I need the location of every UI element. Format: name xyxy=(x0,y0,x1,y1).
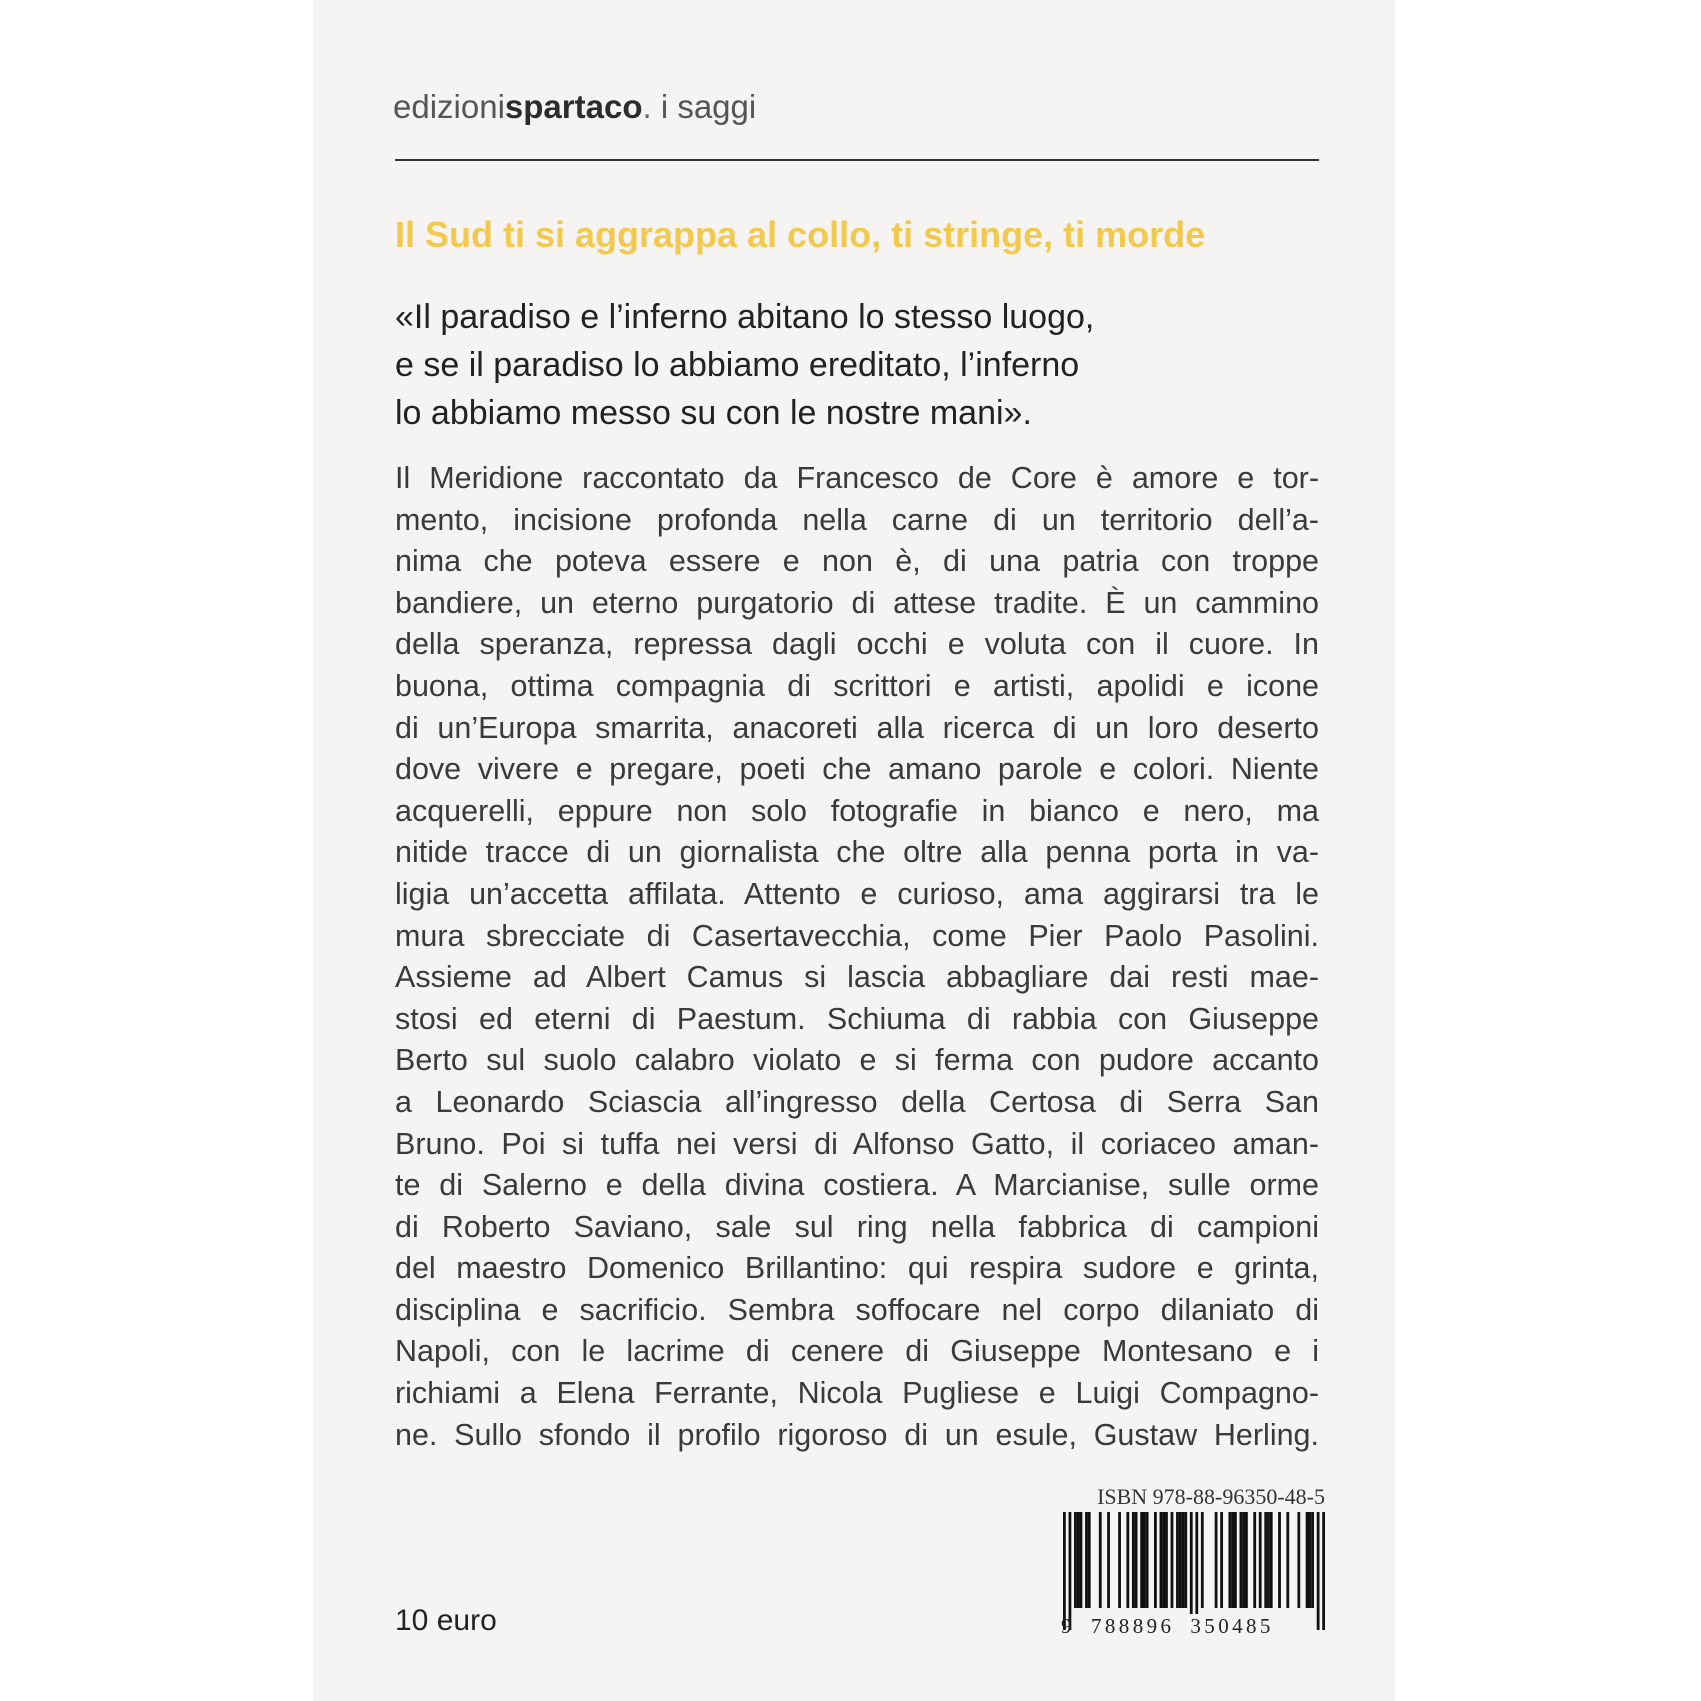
price: 10 euro xyxy=(395,1604,497,1637)
barcode-bar xyxy=(1311,1512,1314,1608)
blurb-line: richiami a Elena Ferrante, Nicola Pugliese e Luigi Compagno- xyxy=(395,1376,1319,1411)
blurb-line: nitide tracce di un giornalista che oltre alla penna porta in va- xyxy=(395,835,1319,870)
barcode-bar xyxy=(1242,1512,1245,1608)
barcode-bar xyxy=(1190,1512,1193,1630)
blurb-line: mento, incisione profonda nella carne di un territorio dell’a- xyxy=(395,502,1319,537)
quote-line: e se il paradiso lo abbiamo ereditato, l’inferno xyxy=(395,346,1080,384)
blurb-line: disciplina e sacrificio. Sembra soffocare nel corpo dilaniato di xyxy=(395,1292,1319,1327)
barcode-bar xyxy=(1306,1512,1309,1608)
blurb-line: ne. Sullo sfondo il profilo rigoroso di un esule, Gustaw Herling. xyxy=(395,1417,1319,1452)
pull-quote xyxy=(395,293,1094,437)
barcode-bar xyxy=(1195,1512,1198,1630)
barcode-first-digit: 9 xyxy=(1061,1614,1072,1638)
barcode-bar xyxy=(1165,1512,1168,1608)
barcode-bar xyxy=(1160,1512,1163,1608)
isbn-label: ISBN 978-88-96350-48-5 xyxy=(1097,1484,1325,1509)
barcode-bar xyxy=(1171,1512,1174,1608)
barcode-bar xyxy=(1240,1512,1243,1608)
blurb-line: Assieme ad Albert Camus si lascia abbagliare dai resti mae- xyxy=(395,960,1319,995)
barcode-bar xyxy=(1118,1512,1121,1608)
barcode-bar xyxy=(1317,1512,1320,1630)
barcode-bar xyxy=(1220,1512,1223,1608)
barcode-bar xyxy=(1126,1512,1129,1608)
barcode-bar xyxy=(1146,1512,1149,1608)
barcode-bar xyxy=(1176,1512,1179,1608)
barcode-image xyxy=(1063,1512,1325,1630)
series-header xyxy=(393,88,756,126)
barcode-digit-group-right: 350485 xyxy=(1190,1614,1274,1638)
barcode-bar xyxy=(1253,1512,1256,1608)
blurb-line: del maestro Domenico Brillantino: qui respira sudore e grinta, xyxy=(395,1251,1319,1286)
barcode-bar xyxy=(1231,1512,1234,1608)
barcode-bar xyxy=(1132,1512,1135,1608)
barcode-bar xyxy=(1099,1512,1102,1608)
blurb-line: acquerelli, eppure non solo fotografie in bianco e nero, ma xyxy=(395,793,1319,828)
barcode-bar xyxy=(1107,1512,1110,1608)
quote-line: «Il paradiso e l’inferno abitano lo stesso luogo, xyxy=(395,298,1095,336)
barcode-bar xyxy=(1143,1512,1146,1608)
blurb-line: mura sbrecciate di Casertavecchia, come Pier Paolo Pasolini. xyxy=(395,918,1319,953)
barcode-bar xyxy=(1267,1512,1270,1608)
quote-line: lo abbiamo messo su con le nostre mani». xyxy=(395,394,1032,432)
barcode-digits xyxy=(1061,1614,1325,1639)
barcode-bar xyxy=(1179,1512,1182,1608)
collection-name: i saggi xyxy=(660,88,757,125)
barcode-bar xyxy=(1135,1512,1138,1608)
blurb-line: della speranza, repressa dagli occhi e voluta con il cuore. In xyxy=(395,627,1319,662)
blurb-line: di Roberto Saviano, sale sul ring nella fabbrica di campioni xyxy=(395,1209,1319,1244)
blurb-line: stosi ed eterni di Paestum. Schiuma di rabbia con Giuseppe xyxy=(395,1001,1319,1036)
barcode-bar xyxy=(1088,1512,1091,1608)
blurb-line: nima che poteva essere e non è, di una patria con troppe xyxy=(395,544,1319,579)
publisher-prefix: edizioni xyxy=(393,88,505,125)
barcode-bar xyxy=(1074,1512,1077,1608)
blurb-line: Napoli, con le lacrime di cenere di Giuseppe Montesano e i xyxy=(395,1334,1319,1369)
blurb-line: buona, ottima compagnia di scrittori e artisti, apolidi e icone xyxy=(395,668,1319,703)
barcode-bar xyxy=(1063,1512,1066,1630)
barcode-bar xyxy=(1297,1512,1300,1608)
publisher-brand: spartaco xyxy=(504,88,643,125)
barcode-bar xyxy=(1069,1512,1072,1630)
header-rule xyxy=(395,159,1319,161)
barcode-bar xyxy=(1085,1512,1088,1608)
barcode-bar xyxy=(1259,1512,1262,1608)
blurb-line: Il Meridione raccontato da Francesco de Core è amore e tor- xyxy=(395,461,1319,495)
book-back-cover xyxy=(313,0,1395,1701)
barcode-bar xyxy=(1154,1512,1157,1608)
blurb-line: Bruno. Poi si tuffa nei versi di Alfonso Gatto, il coriaceo aman- xyxy=(395,1126,1319,1161)
blurb-line: di un’Europa smarrita, anacoreti alla ricerca di un loro deserto xyxy=(395,710,1319,745)
barcode-digit-group-left: 788896 xyxy=(1091,1614,1175,1638)
barcode-bar xyxy=(1184,1512,1187,1608)
series-separator: . xyxy=(642,88,652,125)
blurb-line: dove vivere e pregare, poeti che amano parole e colori. Niente xyxy=(395,752,1319,787)
barcode-bar xyxy=(1264,1512,1267,1608)
blurb-line: Berto sul suolo calabro violato e si ferma con pudore accanto xyxy=(395,1043,1319,1078)
barcode-bar xyxy=(1322,1512,1325,1630)
barcode-bar xyxy=(1182,1512,1185,1608)
barcode-bar xyxy=(1077,1512,1080,1608)
barcode-bar xyxy=(1308,1512,1311,1608)
barcode-bar xyxy=(1286,1512,1289,1608)
blurb-line: a Leonardo Sciascia all’ingresso della Certosa di Serra San xyxy=(395,1084,1319,1119)
barcode-bar xyxy=(1228,1512,1231,1608)
blurb-line: ligia un’accetta affilata. Attento e curioso, ama aggirarsi tra le xyxy=(395,876,1319,911)
barcode-bar xyxy=(1140,1512,1143,1608)
barcode-bar xyxy=(1234,1512,1237,1608)
barcode-bar xyxy=(1201,1512,1204,1608)
barcode-bar xyxy=(1162,1512,1165,1608)
barcode-bar xyxy=(1245,1512,1248,1608)
blurb-text xyxy=(395,458,1319,1456)
blurb-line: bandiere, un eterno purgatorio di attese tradite. È un cammino xyxy=(395,585,1319,620)
barcode-bar xyxy=(1270,1512,1273,1608)
barcode-bar xyxy=(1278,1512,1281,1608)
tagline: Il Sud ti si aggrappa al collo, ti stringe, ti morde xyxy=(395,214,1206,255)
barcode-bar xyxy=(1215,1512,1218,1608)
blurb-line: te di Salerno e della divina costiera. A Marcianise, sulle orme xyxy=(395,1168,1319,1203)
barcode-bar xyxy=(1080,1512,1083,1608)
